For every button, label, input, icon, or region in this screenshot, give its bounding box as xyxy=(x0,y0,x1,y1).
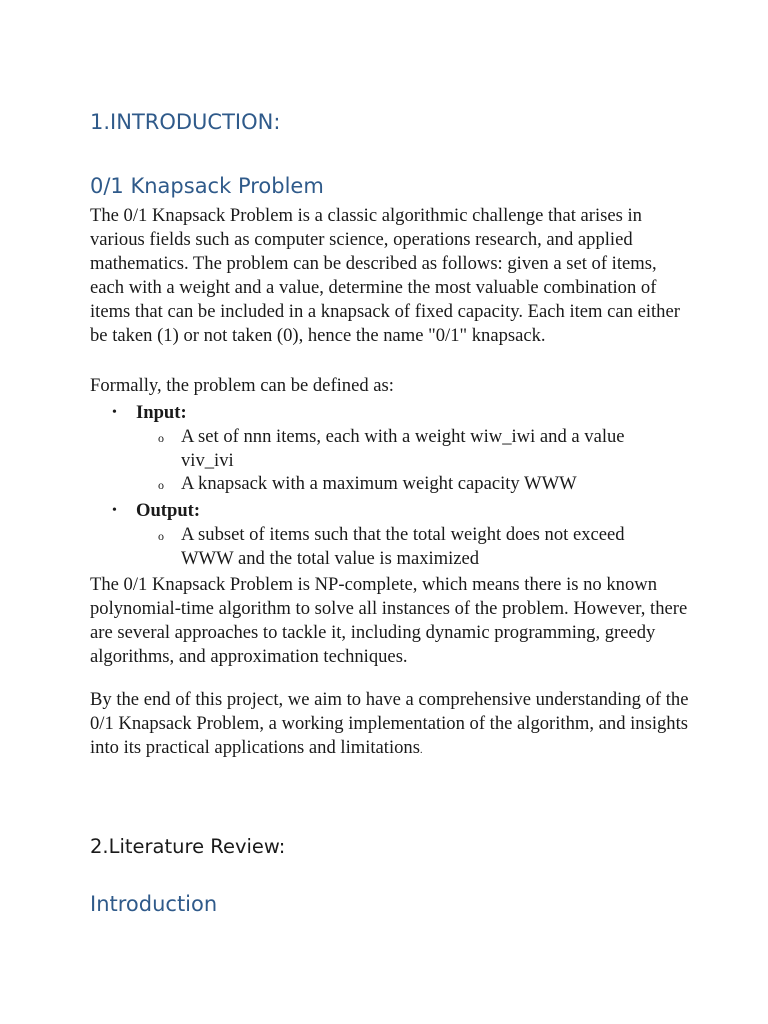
section-heading-literature-review: 2.Literature Review: xyxy=(90,835,286,858)
paragraph-project xyxy=(90,688,690,763)
paragraph-project-period: . xyxy=(419,745,423,756)
bullet-label-output: Output: xyxy=(136,500,201,521)
section-heading-introduction: 1.INTRODUCTION: xyxy=(90,110,281,134)
bullet-marker: • xyxy=(112,503,117,518)
sub-item-output-1 xyxy=(158,523,668,571)
bullet-input xyxy=(90,401,690,425)
sub-bullet-marker: o xyxy=(158,431,164,445)
paragraph-intro: The 0/1 Knapsack Problem is a classic algorithmic challenge that arises in various fields such as computer science, operations research, and applied mathematics. The problem can be described as follows: given a set of items, each with a weight and a value, determine the most valuable combination of items that can be included in a knapsack of fixed capacity. Each item can either be taken (1) or not taken (0), hence the name "0/1" knapsack. xyxy=(90,205,680,346)
paragraph-project-text: By the end of this project, we aim to have a comprehensive understanding of the 0/1 Knapsack Problem, a working implementation of the algorithm, and insights into its practical applications and limitations xyxy=(90,689,689,758)
sub-bullet-marker: o xyxy=(158,529,164,543)
subheading-introduction: Introduction xyxy=(90,892,218,916)
sub-item-text: A set of nnn items, each with a weight wiw_iwi and a value viv_ivi xyxy=(181,426,625,471)
paragraph-np-complete: The 0/1 Knapsack Problem is NP-complete, which means there is no known polynomial-time algorithm to solve all instances of the problem. However, there are several approaches to tackle it, including dynamic programming, greedy algorithms, and approximation techniques. xyxy=(90,574,688,667)
sub-item-input-2 xyxy=(158,472,668,496)
subheading-knapsack-problem: 0/1 Knapsack Problem xyxy=(90,174,324,198)
sub-item-input-1 xyxy=(158,425,668,473)
sub-item-text: A subset of items such that the total weight does not exceed WWW and the total value is maximized xyxy=(181,524,625,569)
paragraph-formally: Formally, the problem can be defined as: xyxy=(90,375,394,396)
sub-bullet-marker: o xyxy=(158,478,164,492)
bullet-marker: • xyxy=(112,405,117,420)
sub-item-text: A knapsack with a maximum weight capacity WWW xyxy=(181,473,577,494)
bullet-output xyxy=(90,499,690,523)
bullet-label-input: Input: xyxy=(136,402,187,423)
